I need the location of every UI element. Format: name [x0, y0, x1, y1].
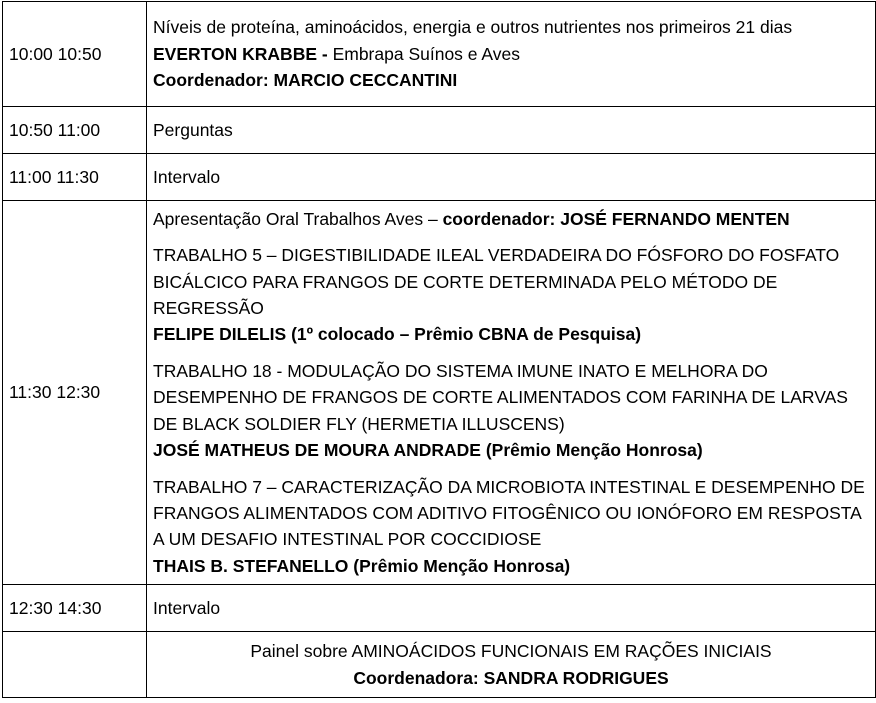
table-row: [3, 2, 876, 107]
table-row: [3, 201, 876, 585]
session-title: Níveis de proteína, aminoácidos, energia e outros nutrientes nos primeiros 21 dias: [153, 17, 793, 38]
session-cell: Intervalo: [147, 585, 876, 632]
time-cell: 11:30 12:30: [3, 201, 147, 585]
speaker-line: [153, 41, 869, 67]
work-title: TRABALHO 7 – CARACTERIZAÇÃO DA MICROBIOTA INTESTINAL E DESEMPENHO DE FRANGOS ALIMENTADOS COM ADITIVO FITOGÊNICO OU IONÓFORO EM RESPOSTA A UM DESAFIO INTESTINAL POR COCCIDIOSE: [153, 476, 865, 550]
session-cell: Intervalo: [147, 154, 876, 201]
work-item: [153, 242, 869, 348]
session-cell: Perguntas: [147, 107, 876, 154]
table-row: [3, 632, 876, 698]
session-cell: [147, 2, 876, 107]
work-author: THAIS B. STEFANELLO (Prêmio Menção Honrosa): [153, 555, 571, 576]
work-title: TRABALHO 5 – DIGESTIBILIDADE ILEAL VERDADEIRA DO FÓSFORO DO FOSFATO BICÁLCICO PARA FRANGOS DE CORTE DETERMINADA PELO MÉTODO DE REGRESSÃO: [153, 245, 840, 319]
panel-title: Painel sobre AMINOÁCIDOS FUNCIONAIS EM RAÇÕES INICIAIS: [250, 641, 772, 662]
speaker-separator: -: [317, 43, 333, 64]
heading-text: Apresentação Oral Trabalhos Aves –: [153, 208, 443, 229]
session-cell: [147, 201, 876, 585]
table-row: [3, 154, 876, 201]
table-row: [3, 585, 876, 632]
coordinator: Coordenador: MARCIO CECCANTINI: [153, 70, 458, 91]
schedule-table: [2, 1, 876, 698]
work-title: TRABALHO 18 - MODULAÇÃO DO SISTEMA IMUNE INATO E MELHORA DO DESEMPENHO DE FRANGOS DE CORTE ALIMENTADOS COM FARINHA DE LARVAS DE BLACK SOLDIER FLY (HERMETIA ILLUSCENS): [153, 360, 848, 434]
speaker-affiliation: Embrapa Suínos e Aves: [332, 43, 521, 64]
session-cell: [147, 632, 876, 698]
work-item: [153, 358, 869, 464]
work-author: FELIPE DILELIS (1º colocado – Prêmio CBNA de Pesquisa): [153, 324, 642, 345]
work-item: [153, 474, 869, 580]
time-cell: 12:30 14:30: [3, 585, 147, 632]
time-cell: [3, 632, 147, 698]
oral-presentation-heading: [153, 206, 869, 232]
time-cell: 10:50 11:00: [3, 107, 147, 154]
work-author: JOSÉ MATHEUS DE MOURA ANDRADE (Prêmio Menção Honrosa): [153, 440, 703, 461]
time-cell: 10:00 10:50: [3, 2, 147, 107]
speaker-name: EVERTON KRABBE: [153, 43, 318, 64]
time-cell: 11:00 11:30: [3, 154, 147, 201]
panel-coordinator: Coordenadora: SANDRA RODRIGUES: [353, 667, 669, 688]
heading-coordinator: coordenador: JOSÉ FERNANDO MENTEN: [442, 208, 790, 229]
table-row: [3, 107, 876, 154]
